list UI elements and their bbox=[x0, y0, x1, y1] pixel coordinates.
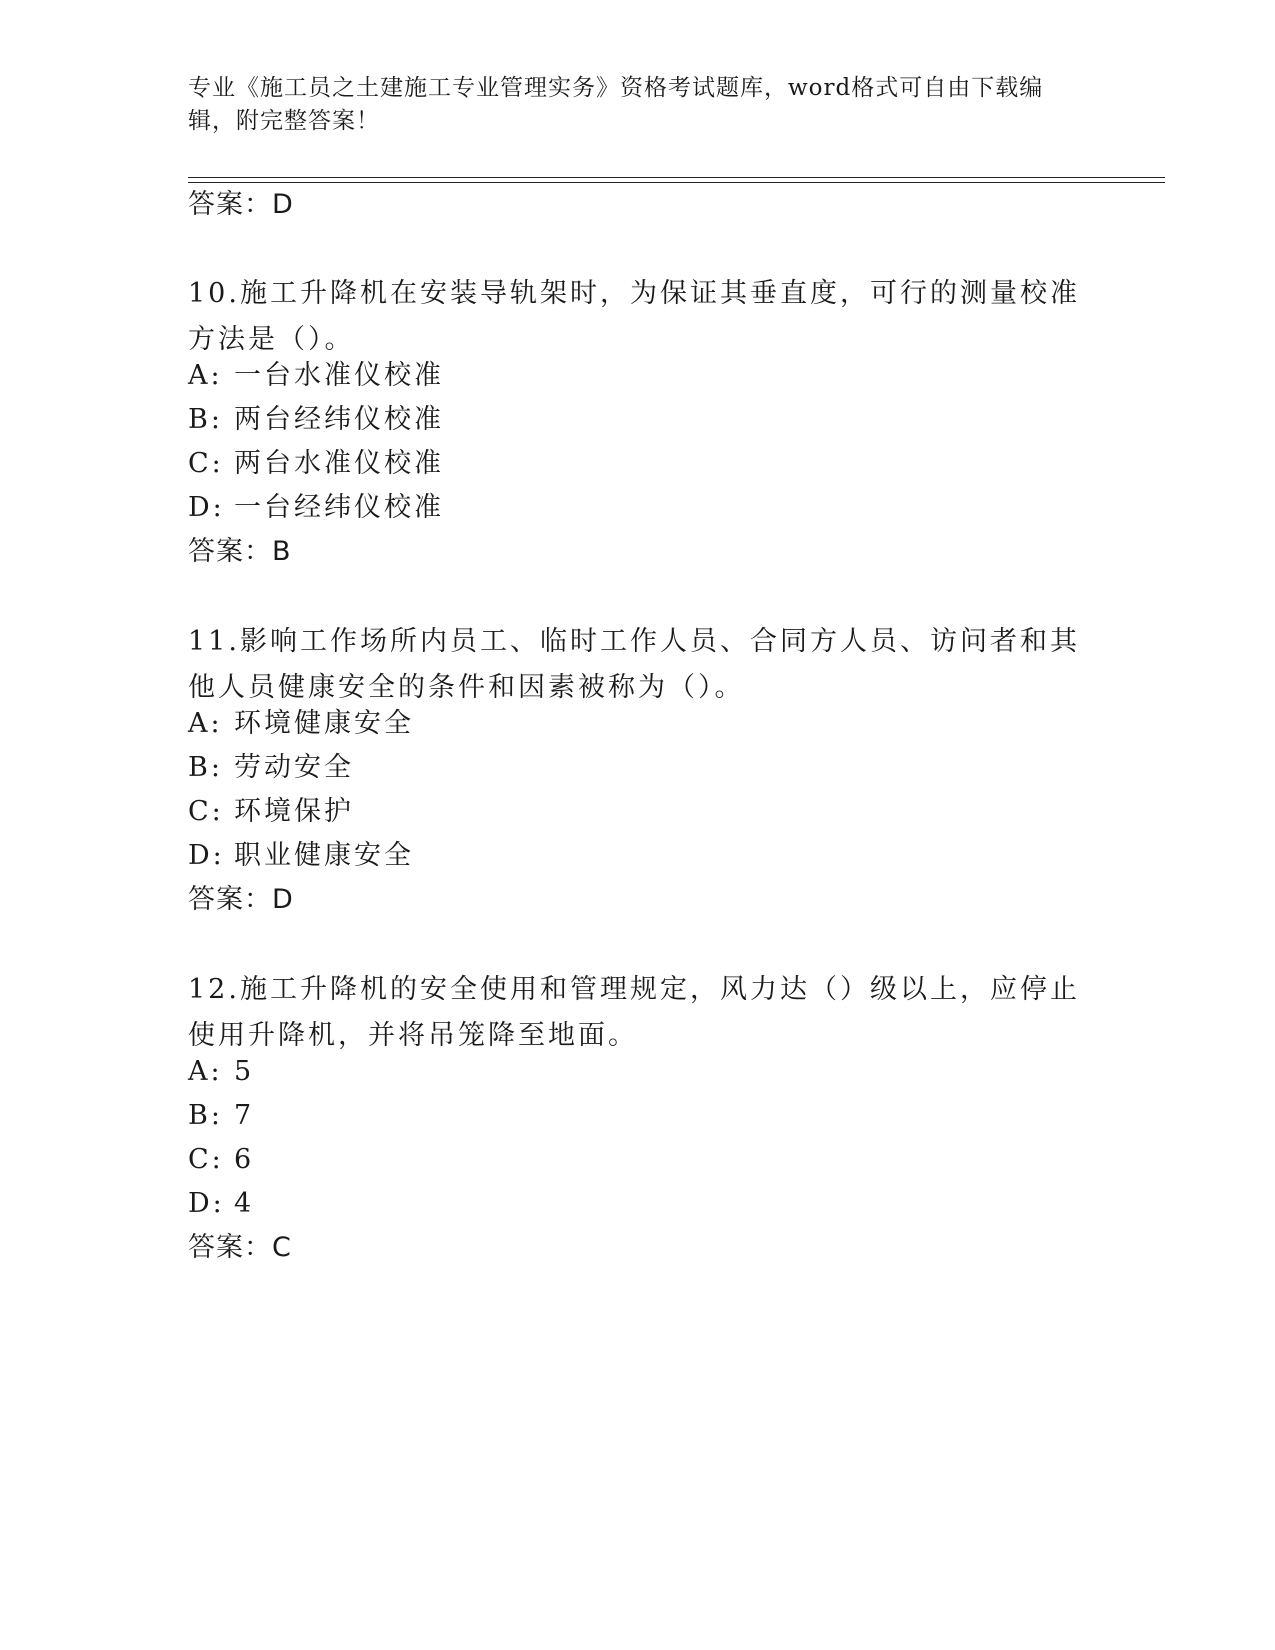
option-text: 7 bbox=[234, 1100, 255, 1131]
question-12-option-d bbox=[188, 1187, 254, 1221]
option-text: 4 bbox=[234, 1188, 255, 1219]
option-letter: B: bbox=[188, 1100, 223, 1131]
question-12-option-c bbox=[188, 1143, 254, 1177]
option-text: 环境保护 bbox=[234, 796, 354, 827]
question-11-answer bbox=[188, 883, 294, 917]
question-11-option-b bbox=[188, 751, 354, 785]
header-rule-bottom bbox=[188, 182, 1165, 183]
option-text: 劳动安全 bbox=[234, 752, 354, 783]
question-10-option-b bbox=[188, 403, 444, 437]
option-text: 职业健康安全 bbox=[234, 840, 414, 871]
option-text: 5 bbox=[234, 1056, 255, 1087]
question-12-option-b bbox=[188, 1099, 254, 1133]
question-10-option-a bbox=[188, 359, 444, 393]
question-10-option-d bbox=[188, 491, 444, 525]
option-letter: D: bbox=[188, 492, 225, 523]
option-letter: D: bbox=[188, 1188, 225, 1219]
option-text: 6 bbox=[234, 1144, 255, 1175]
option-text: 两台水准仪校准 bbox=[234, 448, 444, 479]
answer-label: 答案： bbox=[188, 1232, 272, 1263]
option-letter: D: bbox=[188, 840, 225, 871]
header-text: 专业《施工员之土建施工专业管理实务》资格考试题库，word格式可自由下载编辑，附完整答案！ bbox=[188, 75, 1044, 134]
option-text: 一台经纬仪校准 bbox=[234, 492, 444, 523]
question-11-option-c bbox=[188, 795, 354, 829]
answer-value: D bbox=[272, 884, 294, 915]
answer-prev bbox=[188, 188, 294, 222]
answer-label: 答案： bbox=[188, 536, 272, 567]
answer-label: 答案： bbox=[188, 189, 272, 220]
question-12-answer bbox=[188, 1231, 292, 1265]
question-10-answer bbox=[188, 535, 292, 569]
question-12-option-a bbox=[188, 1055, 254, 1089]
option-letter: A: bbox=[188, 708, 223, 739]
option-letter: C: bbox=[188, 448, 224, 479]
option-text: 一台水准仪校准 bbox=[234, 360, 444, 391]
answer-label: 答案： bbox=[188, 884, 272, 915]
option-text: 环境健康安全 bbox=[234, 708, 414, 739]
option-letter: A: bbox=[188, 360, 223, 391]
question-12-stem: 12.施工升降机的安全使用和管理规定，风力达（）级以上，应停止使用升降机，并将吊笼降至地面。 bbox=[188, 974, 1080, 1051]
option-letter: B: bbox=[188, 404, 223, 435]
option-letter: C: bbox=[188, 1144, 224, 1175]
header-rule-top bbox=[188, 177, 1165, 178]
question-11-option-a bbox=[188, 707, 414, 741]
option-letter: A: bbox=[188, 1056, 223, 1087]
option-letter: B: bbox=[188, 752, 223, 783]
question-11-option-d bbox=[188, 839, 414, 873]
question-10-option-c bbox=[188, 447, 444, 481]
option-letter: C: bbox=[188, 796, 224, 827]
answer-value: D bbox=[272, 189, 294, 220]
question-11-stem: 11.影响工作场所内员工、临时工作人员、合同方人员、访问者和其他人员健康安全的条件和因素被称为（）。 bbox=[188, 626, 1080, 703]
answer-value: C bbox=[272, 1232, 292, 1263]
option-text: 两台经纬仪校准 bbox=[234, 404, 444, 435]
question-10-stem: 10.施工升降机在安装导轨架时，为保证其垂直度，可行的测量校准方法是（）。 bbox=[188, 278, 1080, 355]
answer-value: B bbox=[272, 536, 292, 567]
